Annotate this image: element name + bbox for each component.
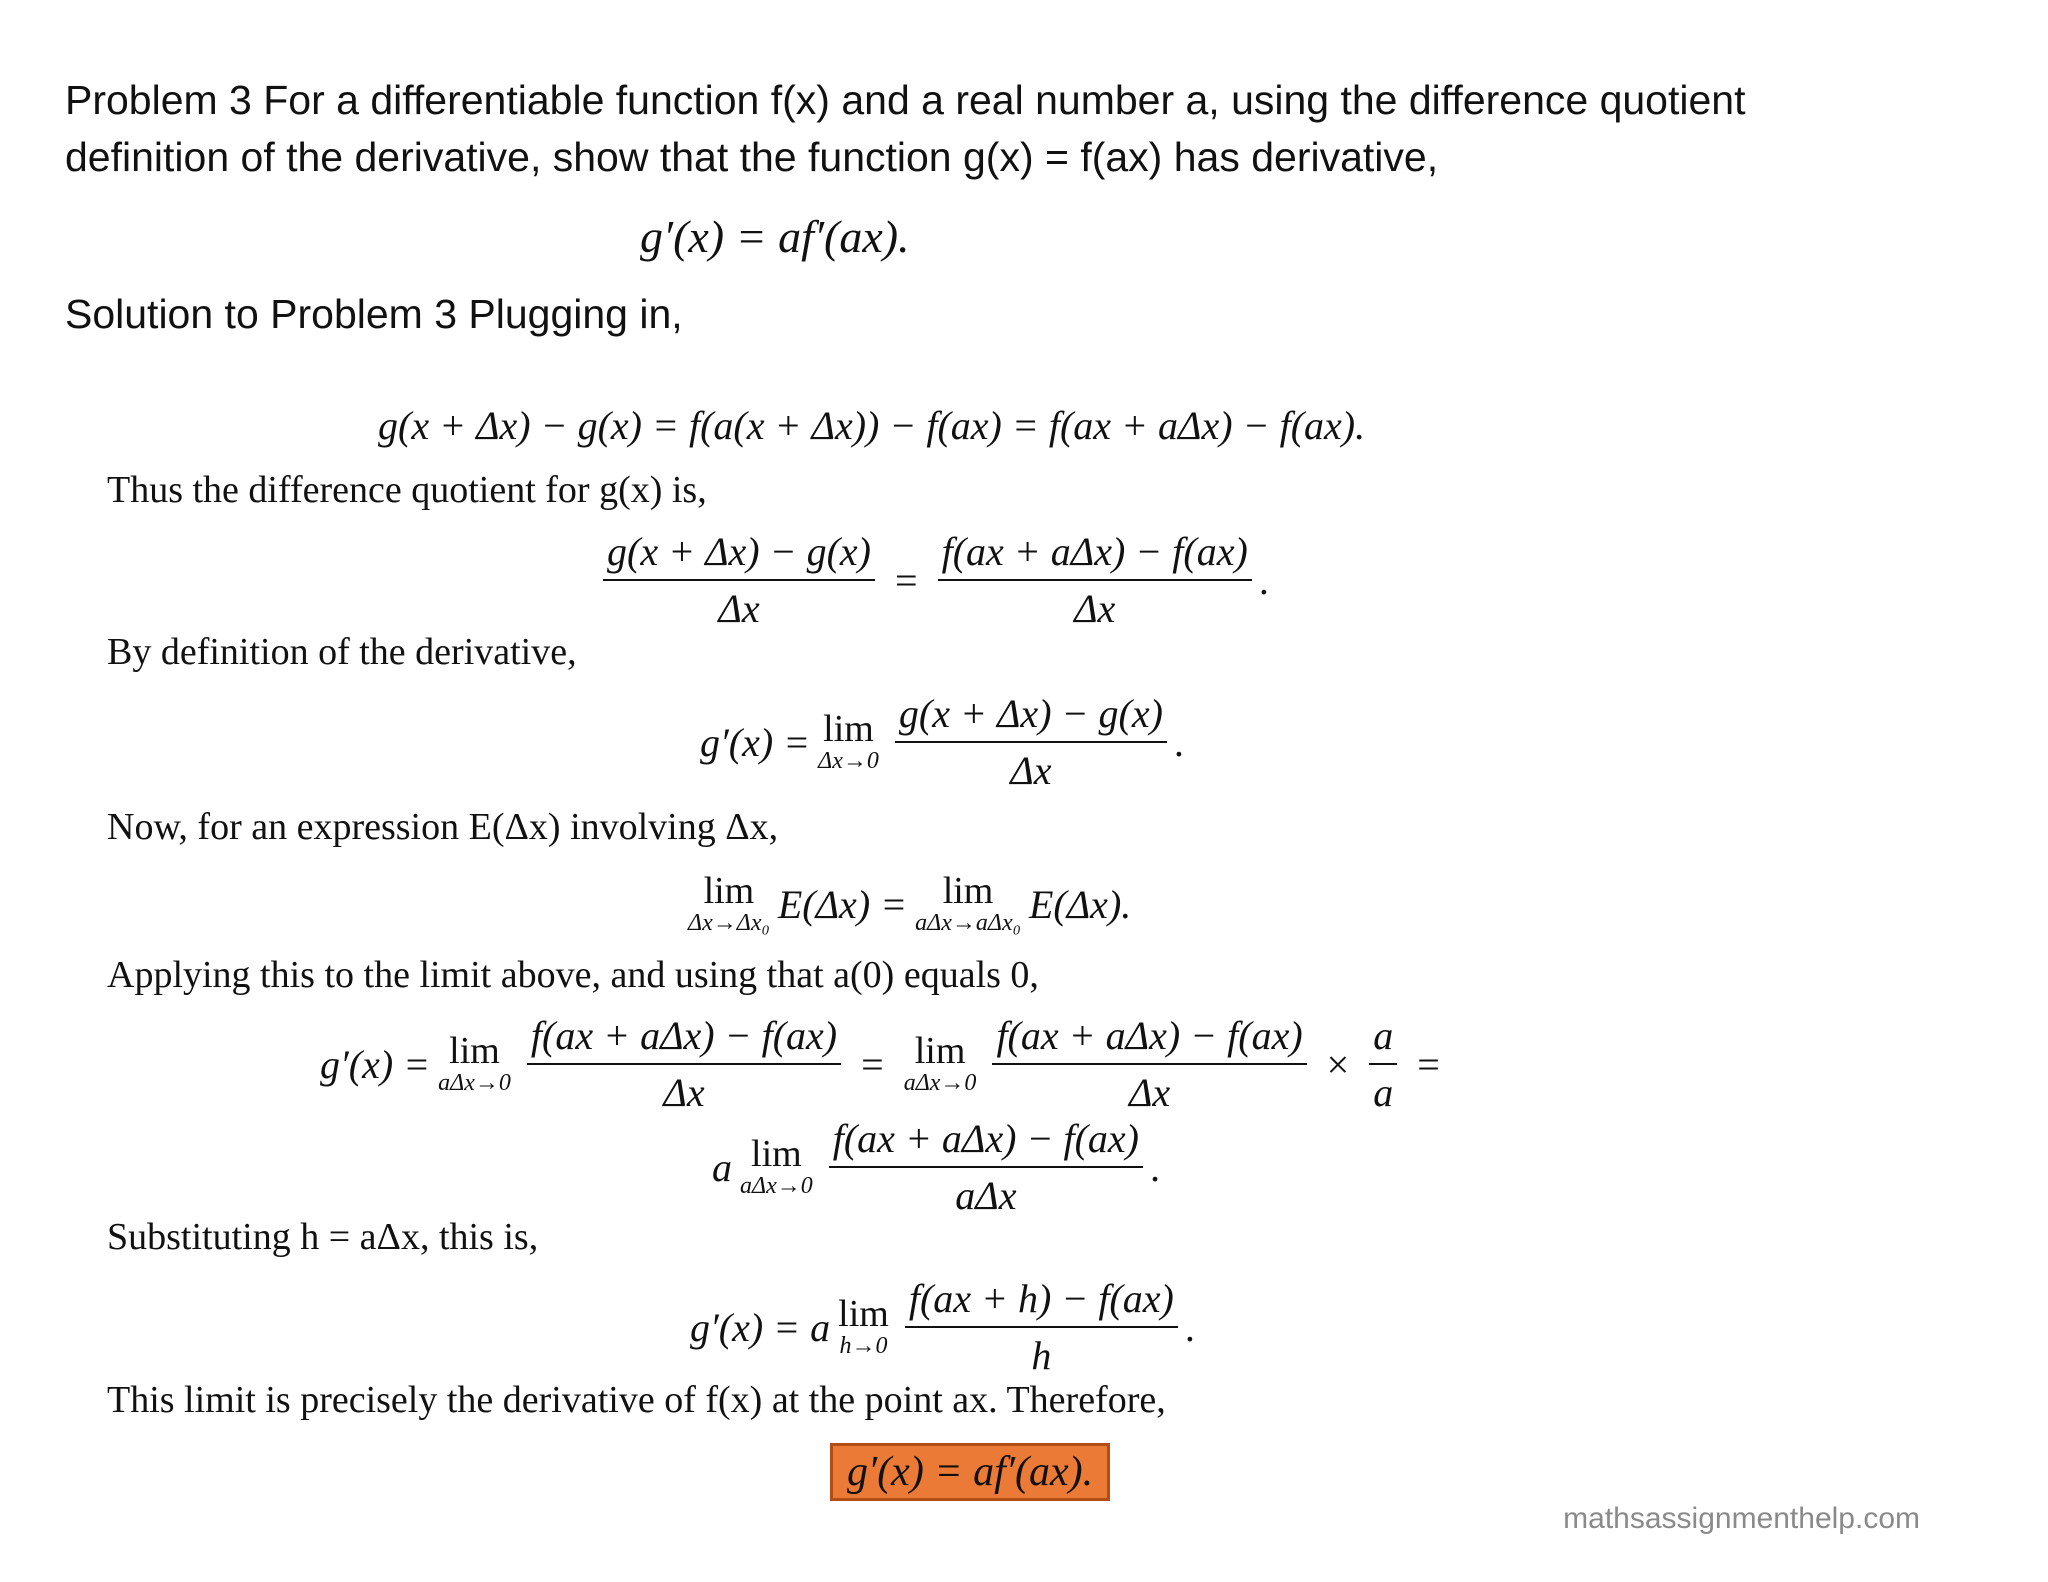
eq5-denominator-2: Δx — [1128, 1070, 1171, 1115]
eq2-lhs-numerator: g(x + Δx) − g(x) — [603, 528, 875, 581]
eq2-lhs-fraction — [603, 528, 875, 632]
equation-7 — [690, 1275, 1196, 1379]
equation-6 — [712, 1115, 1161, 1219]
eq5-times: × — [1326, 1041, 1350, 1087]
eq5-lhs: g′(x) = — [320, 1041, 431, 1087]
eq5-limit-2 — [904, 1032, 977, 1096]
eq4-lim1-subscript: Δx→Δx₀ — [688, 910, 770, 936]
eq5-numerator-3: a — [1369, 1012, 1397, 1065]
eq5-numerator-1: f(ax + aΔx) − f(ax) — [527, 1012, 841, 1065]
eq7-lim-subscript: h→0 — [839, 1333, 888, 1359]
problem-formula-text: g′(x) = af′(ax). — [640, 211, 910, 262]
eq2-rhs-fraction — [938, 528, 1252, 632]
eq7-denominator: h — [1031, 1333, 1052, 1378]
eq5-equals: = — [861, 1041, 884, 1087]
equation-2 — [595, 528, 1270, 632]
eq4-limit-1 — [688, 872, 770, 936]
eq2-rhs-numerator: f(ax + aΔx) − f(ax) — [938, 528, 1252, 581]
eq5-fraction-1 — [527, 1012, 841, 1116]
eq2-rhs-denominator: Δx — [1074, 586, 1116, 631]
equation-1 — [378, 402, 1365, 449]
eq6-lim-subscript: aΔx→0 — [740, 1173, 813, 1199]
eq6-numerator: f(ax + aΔx) − f(ax) — [829, 1115, 1143, 1168]
eq7-period: . — [1185, 1304, 1196, 1350]
eq5-fraction-3 — [1369, 1012, 1397, 1116]
eq2-period: . — [1259, 557, 1270, 603]
final-answer-box — [830, 1443, 1110, 1501]
eq4-lim2-label: lim — [942, 870, 994, 912]
equation-3 — [700, 690, 1185, 794]
equation-4 — [680, 872, 1131, 936]
eq5-limit-1 — [438, 1032, 511, 1096]
eq5-fraction-2 — [992, 1012, 1306, 1116]
final-answer: g′(x) = af′(ax). — [847, 1449, 1094, 1495]
text-expression: Now, for an expression E(Δx) involving Δx, — [107, 806, 779, 848]
eq5-lim1-label: lim — [449, 1030, 500, 1072]
eq6-limit — [740, 1135, 813, 1199]
eq2-lhs-denominator: Δx — [718, 586, 760, 631]
eq3-lhs: g′(x) = — [700, 719, 811, 765]
text-difference-quotient: Thus the difference quotient for g(x) is, — [107, 469, 707, 511]
eq4-limit-2 — [915, 872, 1021, 936]
solution-heading: Solution to Problem 3 Plugging in, — [65, 291, 683, 337]
eq3-lim-subscript: Δx→0 — [818, 748, 879, 774]
equation-1-text: g(x + Δx) − g(x) = f(a(x + Δx)) − f(ax) = f(ax + aΔx) − f(ax). — [378, 403, 1366, 448]
eq7-limit — [838, 1295, 889, 1359]
eq6-coefficient: a — [712, 1144, 732, 1190]
problem-line-1: Problem 3 For a differentiable function f(x) and a real number a, using the difference quotient — [65, 77, 1746, 123]
eq7-lhs: g′(x) = a — [690, 1304, 831, 1350]
eq5-lim1-subscript: aΔx→0 — [438, 1070, 511, 1096]
problem-line-2: definition of the derivative, show that the function g(x) = f(ax) has derivative, — [65, 134, 1439, 180]
eq4-expr-1: E(Δx) = — [777, 881, 908, 927]
eq2-equals: = — [895, 557, 918, 603]
eq7-numerator: f(ax + h) − f(ax) — [905, 1275, 1178, 1328]
eq5-numerator-2: f(ax + aΔx) − f(ax) — [992, 1012, 1306, 1065]
eq3-period: . — [1174, 719, 1185, 765]
text-substituting: Substituting h = aΔx, this is, — [107, 1216, 539, 1258]
eq5-lim2-label: lim — [914, 1030, 966, 1072]
eq5-denominator-1: Δx — [663, 1070, 705, 1115]
eq5-trailing-equals: = — [1417, 1041, 1440, 1087]
eq7-lim-label: lim — [838, 1293, 889, 1335]
eq5-denominator-3: a — [1373, 1070, 1394, 1115]
eq6-lim-label: lim — [751, 1133, 802, 1175]
equation-5 — [320, 1012, 1452, 1116]
eq7-fraction — [905, 1275, 1178, 1379]
eq6-denominator: aΔx — [955, 1173, 1017, 1218]
problem-formula — [640, 210, 910, 263]
text-conclusion: This limit is precisely the derivative of f(x) at the point ax. Therefore, — [107, 1379, 1166, 1421]
eq6-period: . — [1150, 1144, 1161, 1190]
eq3-denominator: Δx — [1010, 748, 1052, 793]
eq4-lim1-label: lim — [703, 870, 755, 912]
eq4-expr-2: E(Δx). — [1028, 881, 1132, 927]
eq3-lim-label: lim — [823, 708, 874, 750]
text-applying: Applying this to the limit above, and using that a(0) equals 0, — [107, 954, 1039, 996]
eq4-lim2-subscript: aΔx→aΔx₀ — [915, 910, 1021, 936]
eq6-fraction — [829, 1115, 1143, 1219]
eq3-limit — [818, 710, 879, 774]
text-definition: By definition of the derivative, — [107, 631, 577, 673]
eq3-numerator: g(x + Δx) − g(x) — [895, 690, 1167, 743]
footer-watermark: mathsassignmenthelp.com — [1563, 1502, 1920, 1535]
problem-statement — [65, 72, 1745, 186]
eq3-fraction — [895, 690, 1167, 794]
eq5-lim2-subscript: aΔx→0 — [903, 1070, 977, 1096]
